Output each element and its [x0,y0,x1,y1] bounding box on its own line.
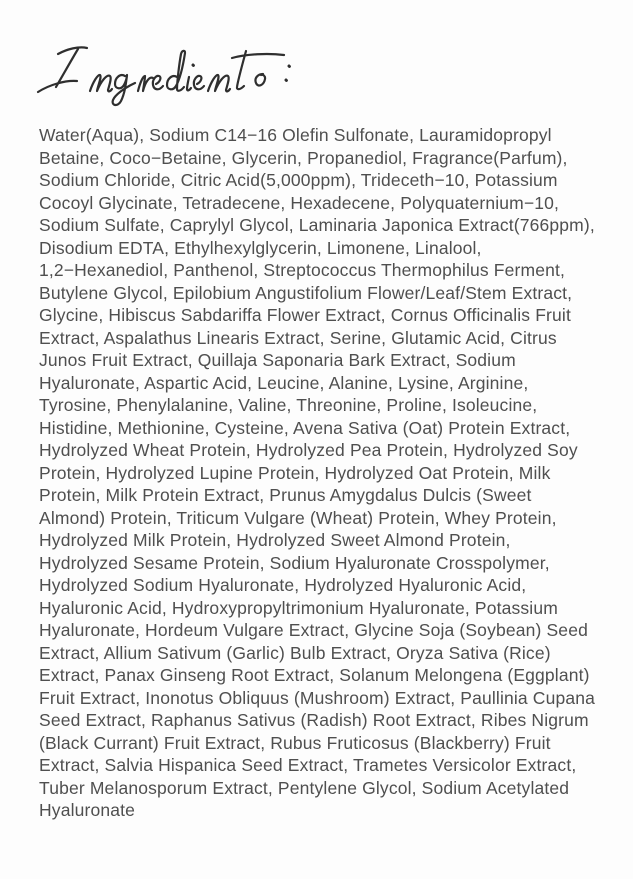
ingredients-list: Water(Aqua), Sodium C14−16 Olefin Sulfonate, Lauramidopropyl Betaine, Coco−Betaine, Glycerin, Propanediol, Fragrance(Parfum), Sodium Chloride, Citric Acid(5,000ppm), Trideceth−10, Potassium Cocoyl Glycinate, Tetradecene, Hexadecene, Polyquaternium−10, Sodium Sulfate, Caprylyl Glycol, Laminaria Japonica Extract(766ppm), Disodium EDTA, Ethylhexylglycerin, Limonene, Linalool, 1,2−Hexanediol, Panthenol, Streptococcus Thermophilus Ferment, Butylene Glycol, Epilobium Angustifolium Flower/Leaf/Stem Extract, Glycine, Hibiscus Sabdariffa Flower Extract, Cornus Officinalis Fruit Extract, Aspalathus Linearis Extract, Serine, Glutamic Acid, Citrus Junos Fruit Extract, Quillaja Saponaria Bark Extract, Sodium Hyaluronate, Aspartic Acid, Leucine, Alanine, Lysine, Arginine, Tyrosine, Phenylalanine, Valine, Threonine, Proline, Isoleucine, Histidine, Methionine, Cysteine, Avena Sativa (Oat) Protein Extract, Hydrolyzed Wheat Protein, Hydrolyzed Pea Protein, Hydrolyzed Soy Protein, Hydrolyzed Lupine Protein, Hydrolyzed Oat Protein, Milk Protein, Milk Protein Extract, Prunus Amygdalus Dulcis (Sweet Almond) Protein, Triticum Vulgare (Wheat) Protein, Whey Protein, Hydrolyzed Milk Protein, Hydrolyzed Sweet Almond Protein, Hydrolyzed Sesame Protein, Sodium Hyaluronate Crosspolymer, Hydrolyzed Sodium Hyaluronate, Hydrolyzed Hyaluronic Acid, Hyaluronic Acid, Hydroxypropyltrimonium Hyaluronate, Potassium Hyaluronate, Hordeum Vulgare Extract, Glycine Soja (Soybean) Seed Extract, Allium Sativum (Garlic) Bulb Extract, Oryza Sativa (Rice) Extract, Panax Ginseng Root Extract, Solanum Melongena (Eggplant) Fruit Extract, Inonotus Obliquus (Mushroom) Extract, Paullinia Cupana Seed Extract, Raphanus Sativus (Radish) Root Extract, Ribes Nigrum (Black Currant) Fruit Extract, Rubus Fruticosus (Blackberry) Fruit Extract, Salvia Hispanica Seed Extract, Trametes Versicolor Extract, Tuber Melanosporum Extract, Pentylene Glycol, Sodium Acetylated Hyaluronate [39,125,596,820]
page-title [36,40,300,112]
handwritten-ingredients-title [36,40,300,112]
